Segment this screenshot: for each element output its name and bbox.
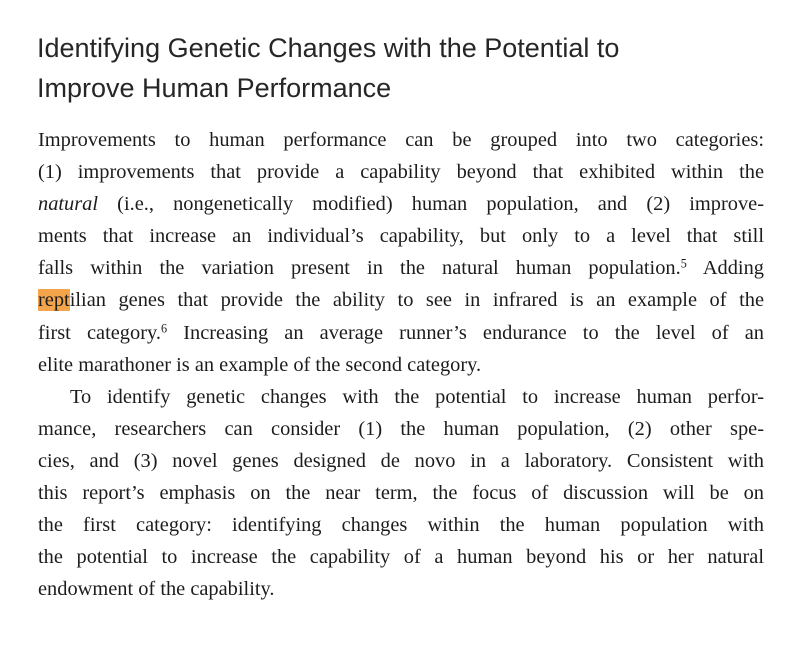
text-segment: Increasing an average runner’s endurance to the level of an: [167, 321, 764, 344]
body-text: [38, 124, 764, 605]
text-segment: falls within the variation present in the natural human population.: [38, 257, 681, 280]
text-segment: Adding: [686, 257, 764, 280]
text-segment: (i.e., nongenetically modified) human population, and (2) improve-: [98, 193, 764, 216]
text-line: To identify genetic changes with the potential to increase human perfor-: [70, 385, 764, 408]
paragraph-2: [38, 381, 764, 606]
text-highlight[interactable]: rept: [38, 289, 70, 312]
text-line: endowment of the capability.: [38, 578, 275, 601]
text-line: Improvements to human performance can be grouped into two categories:: [38, 129, 764, 151]
text-line: the first category: identifying changes within the human population with: [38, 514, 764, 537]
footnote-ref-6[interactable]: 6: [160, 320, 168, 335]
text-line: [38, 188, 764, 220]
text-line: mance, researchers can consider (1) the human population, (2) other spe-: [38, 417, 764, 440]
italic-word: natural: [38, 193, 99, 216]
text-line: this report’s emphasis on the near term, the focus of discussion will be on: [38, 482, 764, 505]
footnote-ref-5[interactable]: 5: [680, 256, 687, 271]
text-segment: first category.: [38, 321, 161, 344]
text-line: elite marathoner is an example of the second category.: [38, 353, 482, 376]
paragraph-1: [38, 124, 764, 381]
text-line: [38, 317, 764, 349]
text-line: (1) improvements that provide a capability beyond that exhibited within the: [38, 161, 764, 184]
text-line: cies, and (3) novel genes designed de novo in a laboratory. Consistent with: [38, 449, 764, 472]
heading-line-2: Improve Human Performance: [37, 73, 392, 103]
text-segment: ilian genes that provide the ability to see in infrared is an example of the: [69, 289, 764, 312]
section-heading: [37, 28, 777, 108]
text-line: [38, 252, 764, 284]
text-line: ments that increase an individual’s capability, but only to a level that still: [38, 225, 764, 248]
text-line: the potential to increase the capability of a human beyond his or her natural: [38, 546, 764, 569]
text-line: [38, 284, 764, 316]
heading-line-1: Identifying Genetic Changes with the Potential to: [37, 33, 620, 63]
